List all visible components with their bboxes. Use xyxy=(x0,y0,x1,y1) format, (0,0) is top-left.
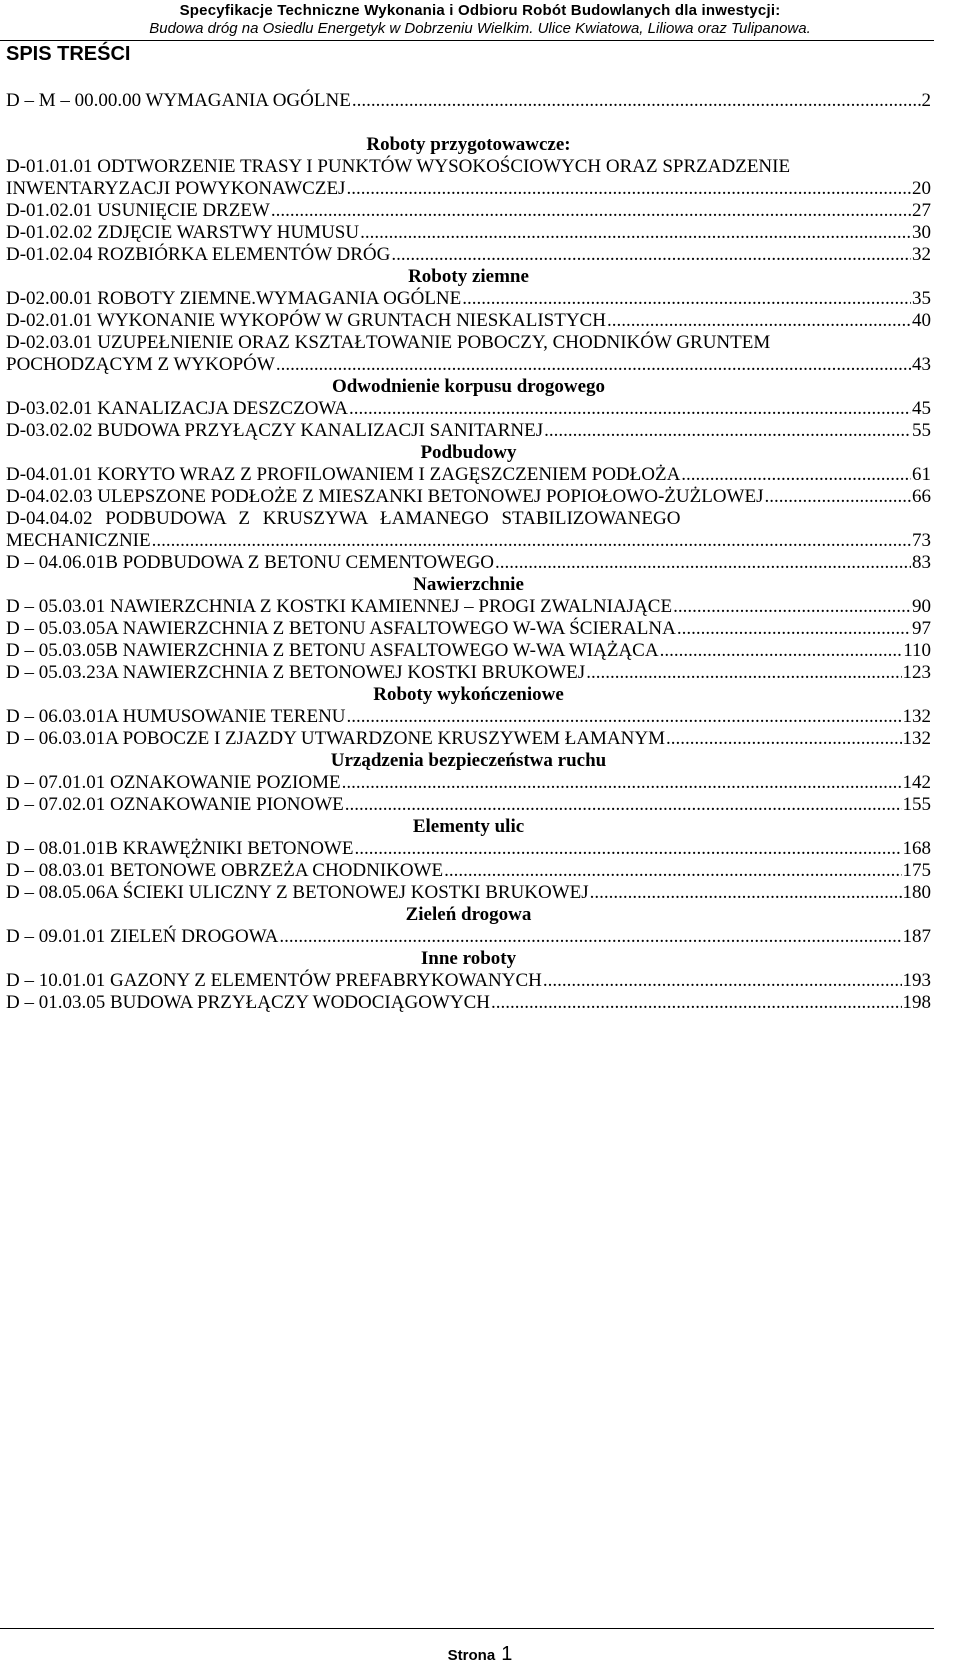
toc-entry-page: 55 xyxy=(912,420,931,441)
section-heading: Podbudowy xyxy=(420,442,517,463)
toc-entry[interactable] xyxy=(6,288,931,310)
toc-entry[interactable] xyxy=(6,706,931,728)
toc-entry[interactable] xyxy=(6,618,931,640)
toc-entry-text: D – 07.01.01 OZNAKOWANIE POZIOME xyxy=(6,772,341,793)
toc-entry-text: D-04.02.03 ULEPSZONE PODŁOŻE Z MIESZANKI BETONOWEJ POPIOŁOWO-ŻUŻLOWEJ xyxy=(6,486,764,507)
dot-leader xyxy=(345,794,902,816)
dot-leader xyxy=(673,596,911,618)
dot-leader xyxy=(543,970,902,992)
dot-leader xyxy=(491,992,902,1014)
toc-entry-page: 142 xyxy=(902,772,931,793)
toc-entry-text: D – 04.06.01B PODBUDOWA Z BETONU CEMENTOWEGO xyxy=(6,552,495,573)
toc-entry-text: D-03.02.01 KANALIZACJA DESZCZOWA xyxy=(6,398,348,419)
toc-entry-text: D – 07.02.01 OZNAKOWANIE PIONOWE xyxy=(6,794,344,815)
toc-entry-line[interactable]: D-01.01.01 ODTWORZENIE TRASY I PUNKTÓW WYSOKOŚCIOWYCH ORAZ SPRZADZENIE xyxy=(6,156,791,177)
section-heading: Nawierzchnie xyxy=(413,574,524,595)
section-heading: Roboty przygotowawcze: xyxy=(366,134,571,155)
toc-entry-page: 198 xyxy=(902,992,931,1013)
toc-entry-text: D – 05.03.01 NAWIERZCHNIA Z KOSTKI KAMIENNEJ – PROGI ZWALNIAJĄCE xyxy=(6,596,673,617)
toc-entry-page: 83 xyxy=(912,552,931,573)
toc-entry-page: 35 xyxy=(912,288,931,309)
toc-entry-page: 187 xyxy=(902,926,931,947)
toc-entry[interactable] xyxy=(6,420,931,442)
toc-entry-text: POCHODZĄCYM Z WYKOPÓW xyxy=(6,354,275,375)
toc-entry[interactable] xyxy=(6,926,931,948)
dot-leader xyxy=(677,618,911,640)
toc-entry[interactable] xyxy=(6,662,931,684)
header-title: Specyfikacje Techniczne Wykonania i Odbioru Robót Budowlanych dla inwestycji: xyxy=(179,2,781,19)
section-heading: Roboty ziemne xyxy=(408,266,529,287)
dot-leader xyxy=(354,838,901,860)
dot-leader xyxy=(590,882,902,904)
dot-leader xyxy=(586,662,901,684)
dot-leader xyxy=(347,706,902,728)
toc-entry-text: D-04.01.01 KORYTO WRAZ Z PROFILOWANIEM I ZAGĘSZCZENIEM PODŁOŻA xyxy=(6,464,681,485)
dot-leader xyxy=(495,552,911,574)
toc-entry-page: 132 xyxy=(902,706,931,727)
dot-leader xyxy=(346,178,911,200)
toc-entry-page: 40 xyxy=(912,310,931,331)
toc-entry-page: 175 xyxy=(902,860,931,881)
toc-entry[interactable] xyxy=(6,640,931,662)
toc-entry[interactable] xyxy=(6,882,931,904)
toc-entry[interactable] xyxy=(6,530,931,552)
toc-entry-text: D – 06.03.01A HUMUSOWANIE TERENU xyxy=(6,706,346,727)
toc-entry[interactable] xyxy=(6,838,931,860)
toc-entry-text: D – 05.03.23A NAWIERZCHNIA Z BETONOWEJ KOSTKI BRUKOWEJ xyxy=(6,662,586,683)
dot-leader xyxy=(607,310,911,332)
dot-leader xyxy=(276,354,911,376)
toc-entry-page: 30 xyxy=(912,222,931,243)
toc-entry[interactable] xyxy=(6,970,931,992)
dot-leader xyxy=(666,728,902,750)
toc-entry[interactable] xyxy=(6,860,931,882)
toc-entry-text: D-03.02.02 BUDOWA PRZYŁĄCZY KANALIZACJI SANITARNEJ xyxy=(6,420,544,441)
toc-entry[interactable] xyxy=(6,992,931,1014)
toc-entry-page: 2 xyxy=(921,90,931,111)
dot-leader xyxy=(391,244,911,266)
toc-entry-page: 73 xyxy=(912,530,931,551)
section-heading: Elementy ulic xyxy=(412,816,525,837)
toc-entry-page: 123 xyxy=(902,662,931,683)
dot-leader xyxy=(279,926,901,948)
toc-entry-text: D – 05.03.05A NAWIERZCHNIA Z BETONU ASFALTOWEGO W-WA ŚCIERALNA xyxy=(6,618,676,639)
toc-entry-text: INWENTARYZACJI POWYKONAWCZEJ xyxy=(6,178,346,199)
section-heading: Odwodnienie korpusu drogowego xyxy=(331,376,606,397)
toc-entry[interactable] xyxy=(6,178,931,200)
section-heading: Inne roboty xyxy=(420,948,517,969)
toc-entry-text: D – 08.01.01B KRAWĘŻNIKI BETONOWE xyxy=(6,838,354,859)
toc-entry-page: 32 xyxy=(912,244,931,265)
toc-entry[interactable] xyxy=(6,794,931,816)
section-heading: Zieleń drogowa xyxy=(405,904,532,925)
dot-leader xyxy=(660,640,903,662)
toc-entry-page: 132 xyxy=(902,728,931,749)
toc-title: SPIS TREŚCI xyxy=(6,43,131,65)
dot-leader xyxy=(352,90,921,112)
toc-entry-text: D – 05.03.05B NAWIERZCHNIA Z BETONU ASFALTOWEGO W-WA WIĄŻĄCA xyxy=(6,640,659,661)
toc-entry[interactable] xyxy=(6,464,931,486)
dot-leader xyxy=(152,530,911,552)
dot-leader xyxy=(462,288,911,310)
toc-entry[interactable] xyxy=(6,596,931,618)
page-footer xyxy=(0,1643,960,1666)
dot-leader xyxy=(544,420,911,442)
toc-entry-text: D – 09.01.01 ZIELEŃ DROGOWA xyxy=(6,926,279,947)
table-of-contents xyxy=(6,90,931,1014)
toc-entry-text: D-02.01.01 WYKONANIE WYKOPÓW W GRUNTACH NIESKALISTYCH xyxy=(6,310,606,331)
toc-entry[interactable] xyxy=(6,90,931,112)
toc-entry[interactable] xyxy=(6,552,931,574)
dot-leader xyxy=(342,772,902,794)
toc-entry[interactable] xyxy=(6,222,931,244)
dot-leader xyxy=(764,486,911,508)
dot-leader xyxy=(349,398,911,420)
toc-entry-page: 193 xyxy=(902,970,931,991)
toc-entry-text: D – 08.05.06A ŚCIEKI ULICZNY Z BETONOWEJ KOSTKI BRUKOWEJ xyxy=(6,882,589,903)
section-heading: Roboty wykończeniowe xyxy=(373,684,564,705)
dot-leader xyxy=(271,200,911,222)
toc-entry-text: D – 10.01.01 GAZONY Z ELEMENTÓW PREFABRYKOWANYCH xyxy=(6,970,542,991)
section-heading: Urządzenia bezpieczeństwa ruchu xyxy=(330,750,607,771)
toc-entry-text: D-01.02.01 USUNIĘCIE DRZEW xyxy=(6,200,270,221)
toc-entry[interactable] xyxy=(6,772,931,794)
toc-entry-text: D-02.00.01 ROBOTY ZIEMNE.WYMAGANIA OGÓLNE xyxy=(6,288,462,309)
toc-entry-page: 20 xyxy=(912,178,931,199)
header-subtitle: Budowa dróg na Osiedlu Energetyk w Dobrzeniu Wielkim. Ulice Kwiatowa, Liliowa oraz Tulipanowa. xyxy=(149,20,811,37)
toc-entry-text: D – 08.03.01 BETONOWE OBRZEŻA CHODNIKOWE xyxy=(6,860,444,881)
toc-entry-page: 97 xyxy=(912,618,931,639)
dot-leader xyxy=(360,222,911,244)
page-number: 1 xyxy=(501,1643,513,1665)
toc-entry-page: 27 xyxy=(912,200,931,221)
toc-entry-text: D – 06.03.01A POBOCZE I ZJAZDY UTWARDZONE KRUSZYWEM ŁAMANYM xyxy=(6,728,665,749)
toc-entry-line[interactable]: D-02.03.01 UZUPEŁNIENIE ORAZ KSZTAŁTOWANIE POBOCZY, CHODNIKÓW GRUNTEM xyxy=(6,332,771,353)
toc-entry[interactable] xyxy=(6,310,931,332)
toc-entry-text: D – M – 00.00.00 WYMAGANIA OGÓLNE xyxy=(6,90,351,111)
toc-entry-text: D-01.02.02 ZDJĘCIE WARSTWY HUMUSU xyxy=(6,222,360,243)
toc-entry[interactable] xyxy=(6,398,931,420)
header-rule xyxy=(0,40,934,41)
footer-rule xyxy=(0,1628,934,1629)
spacer xyxy=(6,112,931,134)
toc-entry-page: 168 xyxy=(902,838,931,859)
toc-entry-page: 66 xyxy=(912,486,931,507)
toc-entry[interactable] xyxy=(6,486,931,508)
dot-leader xyxy=(681,464,911,486)
toc-entry[interactable] xyxy=(6,728,931,750)
toc-entry-text: D – 01.03.05 BUDOWA PRZYŁĄCZY WODOCIĄGOWYCH xyxy=(6,992,490,1013)
toc-entry-page: 180 xyxy=(902,882,931,903)
toc-entry[interactable] xyxy=(6,354,931,376)
dot-leader xyxy=(444,860,901,882)
toc-entry-text: D-01.02.04 ROZBIÓRKA ELEMENTÓW DRÓG xyxy=(6,244,391,265)
toc-entry-text: MECHANICZNIE xyxy=(6,530,151,551)
toc-entry-page: 45 xyxy=(912,398,931,419)
toc-entry-page: 110 xyxy=(903,640,931,661)
toc-entry-page: 90 xyxy=(912,596,931,617)
toc-entry[interactable] xyxy=(6,244,931,266)
toc-entry-line[interactable]: D-04.04.02 PODBUDOWA Z KRUSZYWA ŁAMANEGO STABILIZOWANEGO xyxy=(6,508,681,529)
toc-entry[interactable] xyxy=(6,200,931,222)
toc-entry-page: 43 xyxy=(912,354,931,375)
toc-entry-page: 61 xyxy=(912,464,931,485)
footer-label: Strona xyxy=(447,1647,496,1664)
toc-entry-page: 155 xyxy=(902,794,931,815)
